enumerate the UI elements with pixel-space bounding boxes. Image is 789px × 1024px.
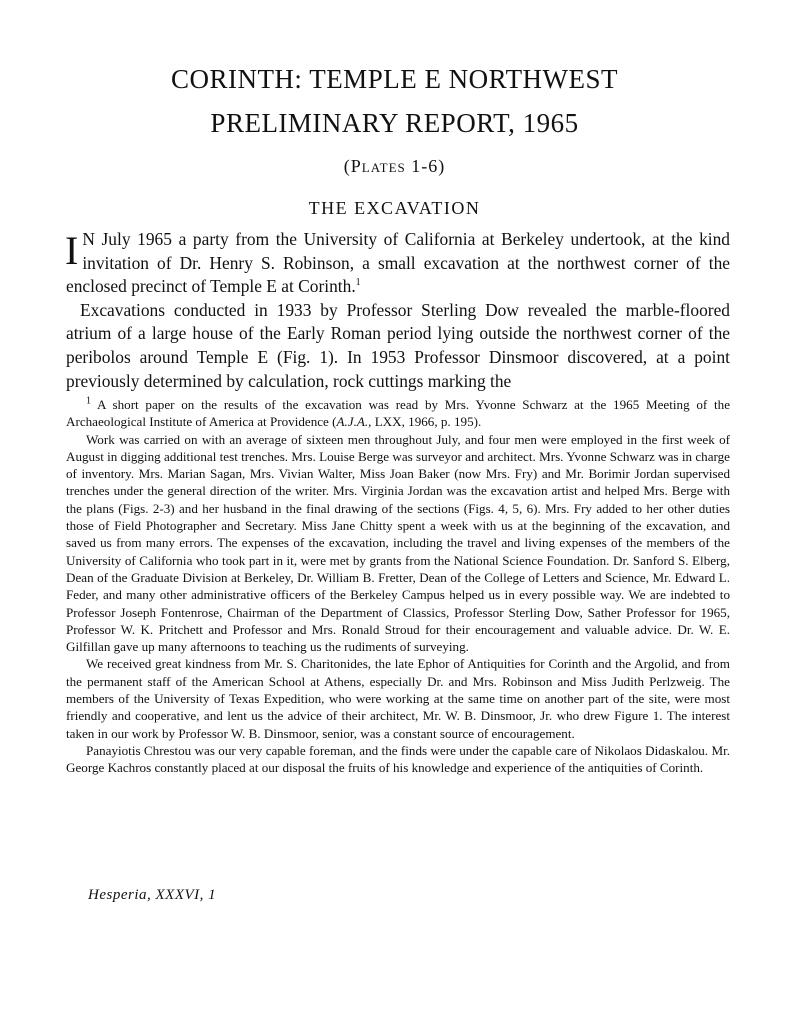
footnote-paragraph-4: Panayiotis Chrestou was our very capable foreman, and the finds were under the capable care of Nikolaos Didaskalou. Mr. George Kachros constantly placed at our disposal the fruits of his knowledge and experience of the antiquities of Corinth. bbox=[66, 742, 730, 776]
footnote-journal-ref: A.J.A. bbox=[336, 414, 369, 430]
footnote-paragraph-1 bbox=[66, 396, 730, 431]
body-paragraph-1-text: N July 1965 a party from the University of California at Berkeley undertook, at the kind invitation of Dr. Henry S. Robinson, a small excavation at the northwest corner of the enclosed precinct of Temple E at Corinth. bbox=[66, 229, 730, 297]
article-title-line-2: PRELIMINARY REPORT, 1965 bbox=[210, 108, 579, 138]
footnote-p1-pre: A short paper on the results of the excavation was read by Mrs. Yvonne Schwarz at the 1965 Meeting of the Archaeological Institute of America at Providence ( bbox=[66, 397, 731, 430]
footnote bbox=[66, 396, 730, 777]
footnote-paragraph-3: We received great kindness from Mr. S. Charitonides, the late Ephor of Antiquities for Corinth and the Argolid, and from the permanent staff of the American School at Athens, especially Dr. and Mrs. Robinson and Miss Judith Perlzweig. The members of the University of Texas Expedition, who were working at the same time on another part of the site, were most friendly and cooperative, and lent us the advice of their architect, Mr. W. B. Dinsmoor, Jr. who drew Figure 1. The interest taken in our work by Professor W. B. Dinsmoor, senior, was a constant source of encouragement. bbox=[66, 656, 730, 741]
journal-citation: Hesperia, XXXVI, 1 bbox=[88, 887, 217, 903]
body-paragraph-1 bbox=[66, 228, 730, 299]
footnote-number: 1 bbox=[86, 395, 91, 407]
plates-reference: (Plates 1-6) bbox=[343, 156, 446, 176]
footnote-paragraph-2: Work was carried on with an average of sixteen men throughout July, and four men were employed in the first week of August in digging additional test trenches. Mrs. Louise Berge was surveyor and architect. Mrs. Yvonne Schwarz was in charge of inventory. Mrs. Marian Sagan, Mrs. Vivian Walter, Miss Joan Baker (now Mrs. Fry) and Mr. Borimir Jordan supervised trenches under the general direction of the writer. Mrs. Virginia Jordan was the excavation artist and helped Mrs. Berge with the plans (Figs. 2-3) and her husband in the final drawing of the sections (Figs. 4, 5, 6). Mrs. Fry added to her other duties those of Field Photographer and Secretary. Miss Jane Chitty spent a week with us at the beginning of the excavation, and saved us from many errors. The expenses of the excavation, including the travel and living expenses of the members of the University of California who took part in it, were met by grants from the National Science Foundation. Dr. Sanford S. Elberg, Dean of the Graduate Division at Berkeley, Dr. William B. Fretter, Dean of the College of Letters and Science, Mr. Edward L. Feder, and many other administrative officers of the Berkeley Campus helped us in every possible way. We are indebted to Professor Joseph Fontenrose, Chairman of the Department of Classics, Professor Sterling Dow, Sather Professor for 1965, Professor W. K. Pritchett and Professor and Mrs. Ronald Stroud for their encouragement and valuable advice. Dr. W. E. Gilfillan gave up many afternoons to teaching us the rudiments of surveying. bbox=[66, 431, 730, 655]
footnote-p1-post: , LXX, 1966, p. 195). bbox=[368, 414, 482, 430]
body-paragraph-2: Excavations conducted in 1933 by Professor Sterling Dow revealed the marble-floored atrium of a large house of the Early Roman period lying outside the northwest corner of the peribolos around Temple E (Fig. 1). In 1953 Professor Dinsmoor discovered, at a point previously determined by calculation, rock cuttings marking the bbox=[66, 299, 730, 391]
body-text bbox=[66, 228, 730, 393]
drop-cap: I bbox=[65, 228, 79, 273]
section-heading: THE EXCAVATION bbox=[308, 198, 481, 218]
footnote-marker: 1 bbox=[355, 277, 361, 289]
article-title-line-1: CORINTH: TEMPLE E NORTHWEST bbox=[170, 64, 619, 94]
